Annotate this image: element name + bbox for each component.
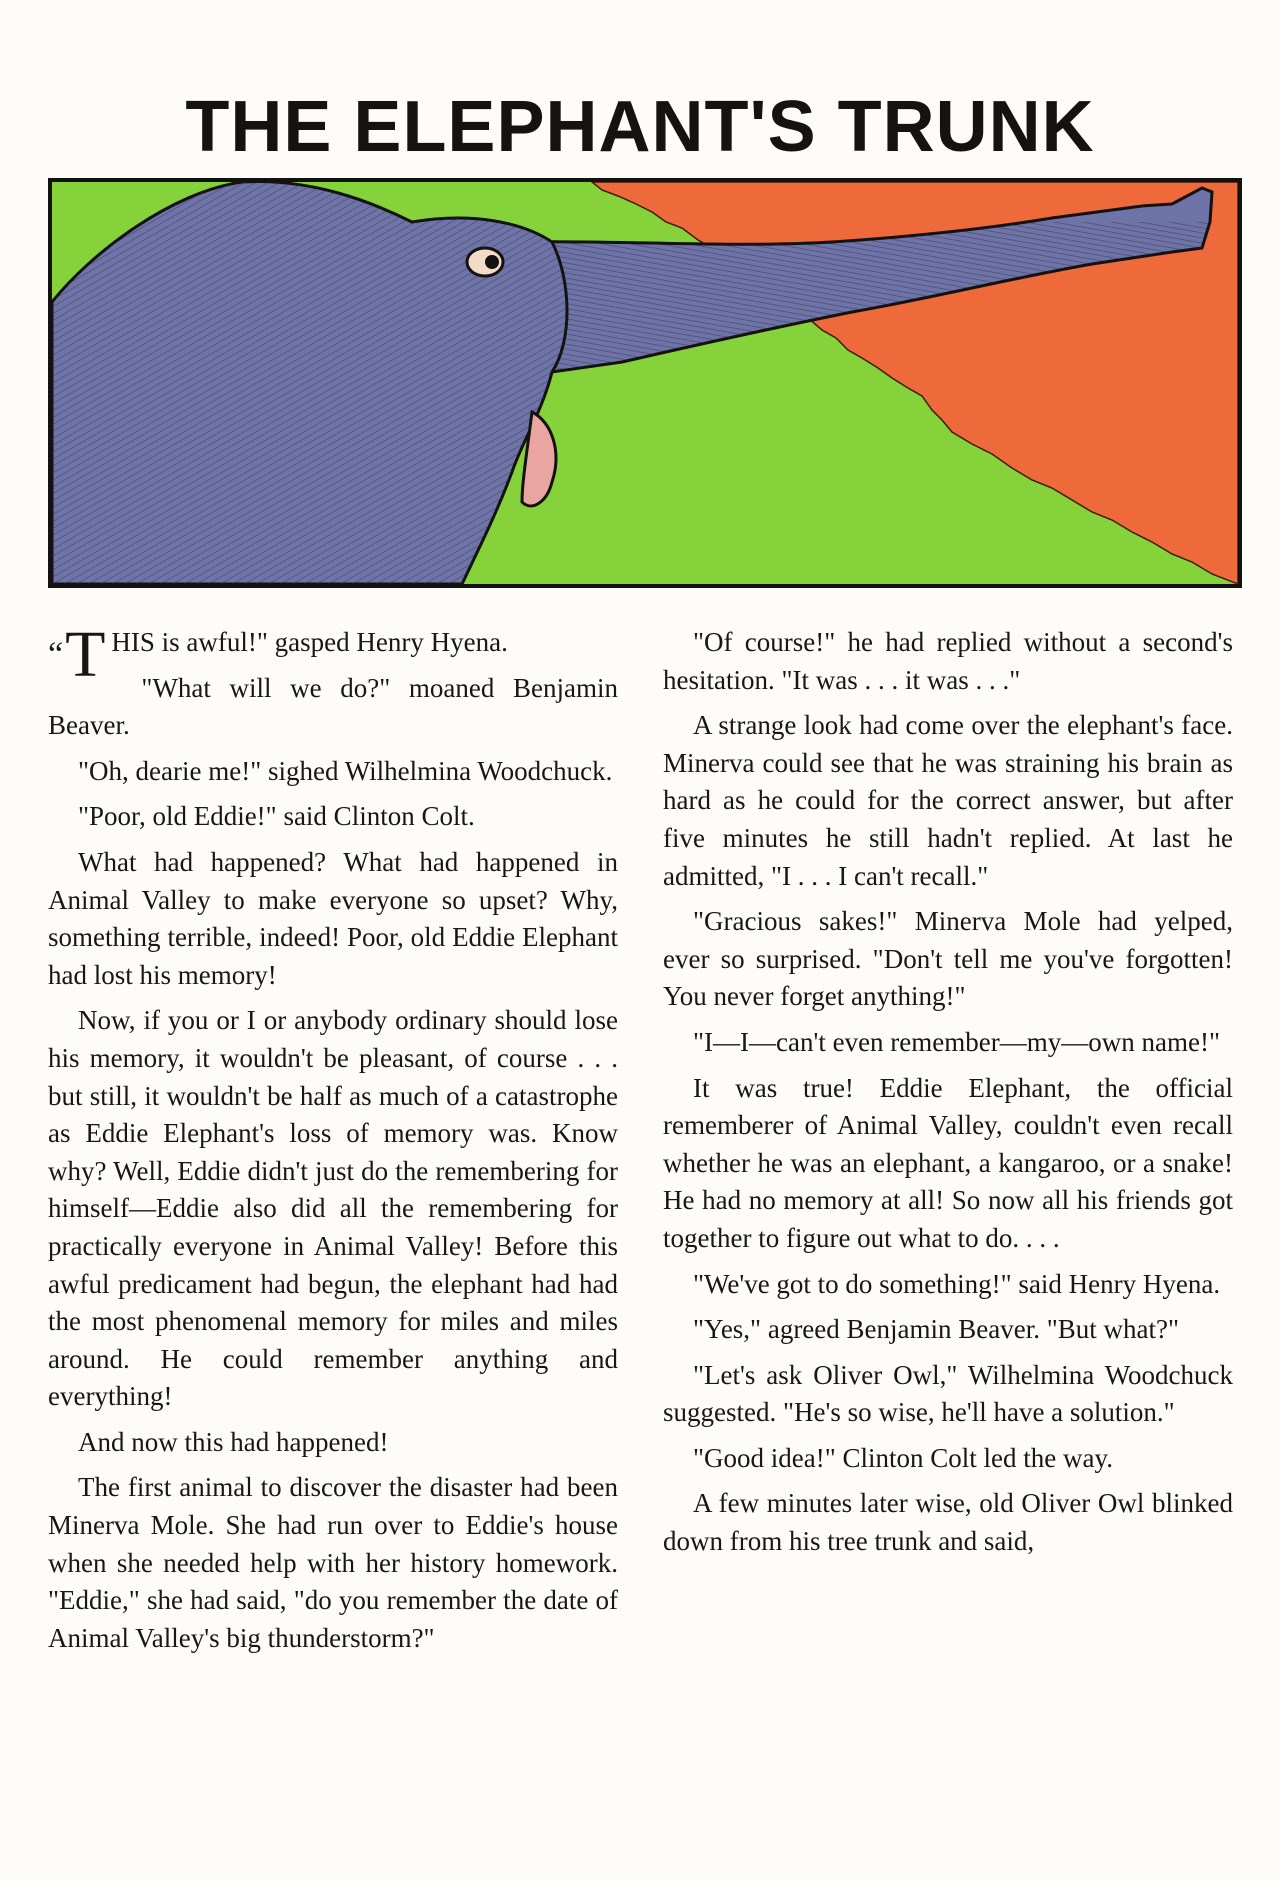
paragraph: "Good idea!" Clinton Colt led the way. xyxy=(693,1442,1113,1473)
left-column xyxy=(48,618,618,1665)
right-column xyxy=(663,624,1233,1569)
paragraph: It was true! Eddie Elephant, the official rememberer of Animal Valley, couldn't even recall whether he was an elephant, a kangaroo, or a snake! He had no memory at all! So now all his friends got together to figure out what to do. . . . xyxy=(663,1072,1233,1253)
paragraph: And now this had happened! xyxy=(78,1426,389,1457)
paragraph: "Poor, old Eddie!" said Clinton Colt. xyxy=(78,801,475,832)
elephant-illustration xyxy=(48,178,1242,588)
paragraph: "Yes," agreed Benjamin Beaver. "But what?" xyxy=(693,1314,1179,1345)
paragraph: A few minutes later wise, old Oliver Owl blinked down from his tree trunk and said, xyxy=(663,1488,1233,1557)
elephant-eye xyxy=(467,248,503,276)
paragraph: What had happened? What had happened in Animal Valley to make everyone so upset? Why, something terrible, indeed! Poor, old Eddie Elephant had lost his memory! xyxy=(48,846,618,990)
paragraph: "I—I—can't even remember—my—own name!" xyxy=(693,1026,1220,1057)
paragraph: Now, if you or I or anybody ordinary should lose his memory, it wouldn't be pleasant, of course . . . but still, it wouldn't be half as much of a catastrophe as Eddie Elephant's loss of memory was. Know why? Well, Eddie didn't just do the remembering for himself—Eddie also did all the remembering for practically everyone in Animal Valley! Before this awful predicament had begun, the elephant had had the most phenomenal memory for miles and miles around. He could remember anything and everything! xyxy=(48,1005,618,1412)
paragraph: "Oh, dearie me!" sighed Wilhelmina Woodchuck. xyxy=(78,755,613,786)
drop-cap: “T xyxy=(48,618,106,691)
paragraph: The first animal to discover the disaster had been Minerva Mole. She had run over to Eddie's house when she needed help with her history homework. "Eddie," she had said, "do you remember the date of Animal Valley's big thunderstorm?" xyxy=(48,1472,618,1653)
paragraph: "Gracious sakes!" Minerva Mole had yelped, ever so surprised. "Don't tell me you've forgotten! You never forget anything!" xyxy=(663,906,1233,1012)
paragraph: A strange look had come over the elephant's face. Minerva could see that he was straining his brain as hard as he could for the correct answer, but after five minutes he still hadn't replied. At last he admitted, "I . . . I can't recall." xyxy=(663,710,1233,891)
paragraph: "Of course!" he had replied without a second's hesitation. "It was . . . it was . . ." xyxy=(663,627,1233,695)
paragraph: "Let's ask Oliver Owl," Wilhelmina Woodchuck suggested. "He's so wise, he'll have a solution." xyxy=(663,1359,1233,1428)
paragraph: "What will we do?" moaned Benjamin Beaver. xyxy=(48,672,618,741)
elephant-illustration-svg xyxy=(52,182,1238,584)
paragraph: "We've got to do something!" said Henry Hyena. xyxy=(693,1268,1221,1299)
story-title: THE ELEPHANT'S TRUNK xyxy=(185,87,1095,167)
paragraph: “T HIS is awful!" gasped Henry Hyena. xyxy=(48,618,508,691)
